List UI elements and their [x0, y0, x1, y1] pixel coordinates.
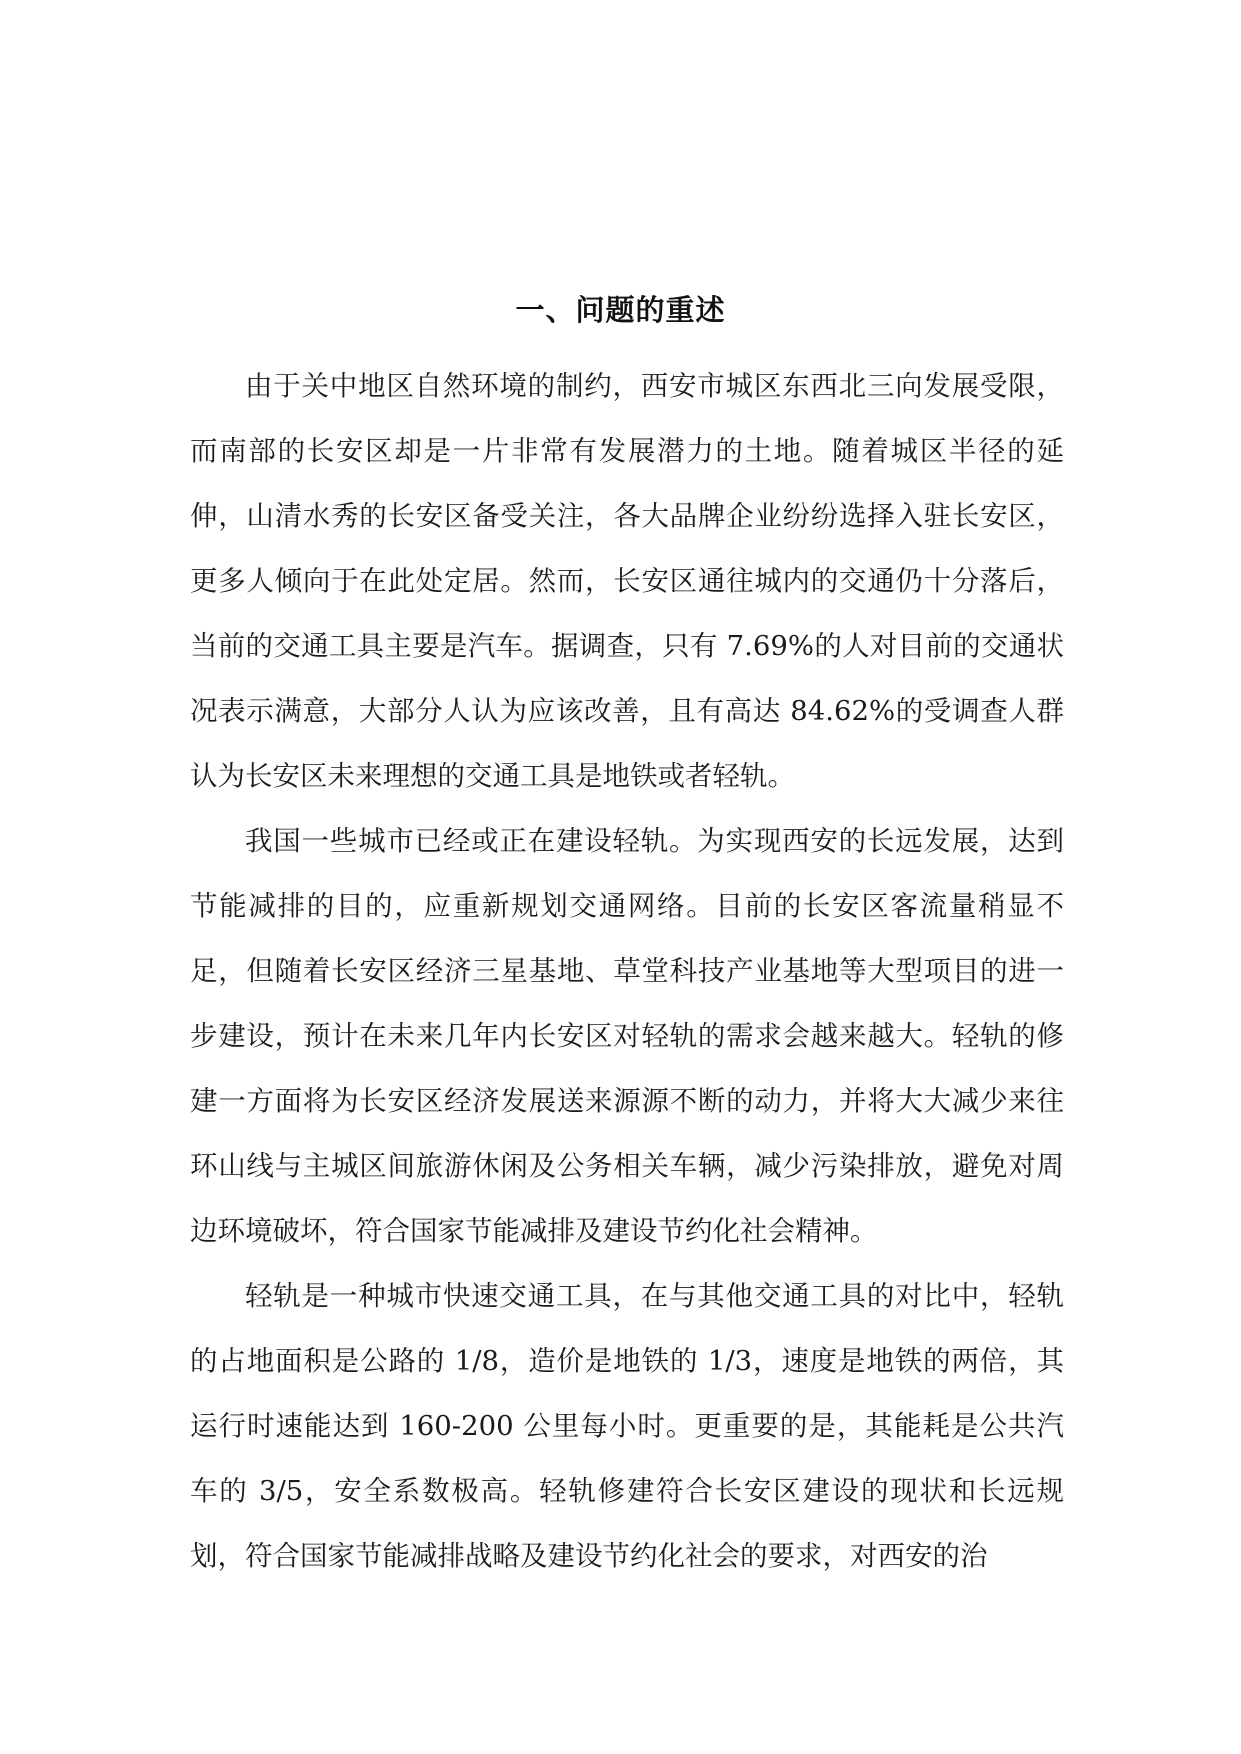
paragraph-3: 轻轨是一种城市快速交通工具，在与其他交通工具的对比中，轻轨的占地面积是公路的 1/8，造价是地铁的 1/3，速度是地铁的两倍，其运行时速能达到 160-200 公里每小时。更重要的是，其能耗是公共汽车的 3/5，安全系数极高。轻轨修建符合长安区建设的现状和长远规划，符合国家节能减排战略及建设节约化社会的要求，对西安的治 [190, 1280, 1064, 1572]
paragraph-1: 由于关中地区自然环境的制约，西安市城区东西北三向发展受限，而南部的长安区却是一片非常有发展潜力的土地。随着城区半径的延伸，山清水秀的长安区备受关注，各大品牌企业纷纷选择入驻长安区，更多人倾向于在此处定居。然而，长安区通往城内的交通仍十分落后，当前的交通工具主要是汽车。据调查，只有 7.69%的人对目前的交通状况表示满意，大部分人认为应该改善，且有高达 84.62%的受调查人群认为长安区未来理想的交通工具是地铁或者轻轨。 [190, 370, 1064, 792]
section-title: 一、问题的重述 [515, 293, 726, 327]
paragraph-2: 我国一些城市已经或正在建设轻轨。为实现西安的长远发展，达到节能减排的目的，应重新规划交通网络。目前的长安区客流量稍显不足，但随着长安区经济三星基地、草堂科技产业基地等大型项目的进一步建设，预计在未来几年内长安区对轻轨的需求会越来越大。轻轨的修建一方面将为长安区经济发展送来源源不断的动力，并将大大减少来往环山线与主城区间旅游休闲及公务相关车辆，减少污染排放，避免对周边环境破坏，符合国家节能减排及建设节约化社会精神。 [190, 825, 1064, 1247]
body-text [190, 354, 1064, 1589]
